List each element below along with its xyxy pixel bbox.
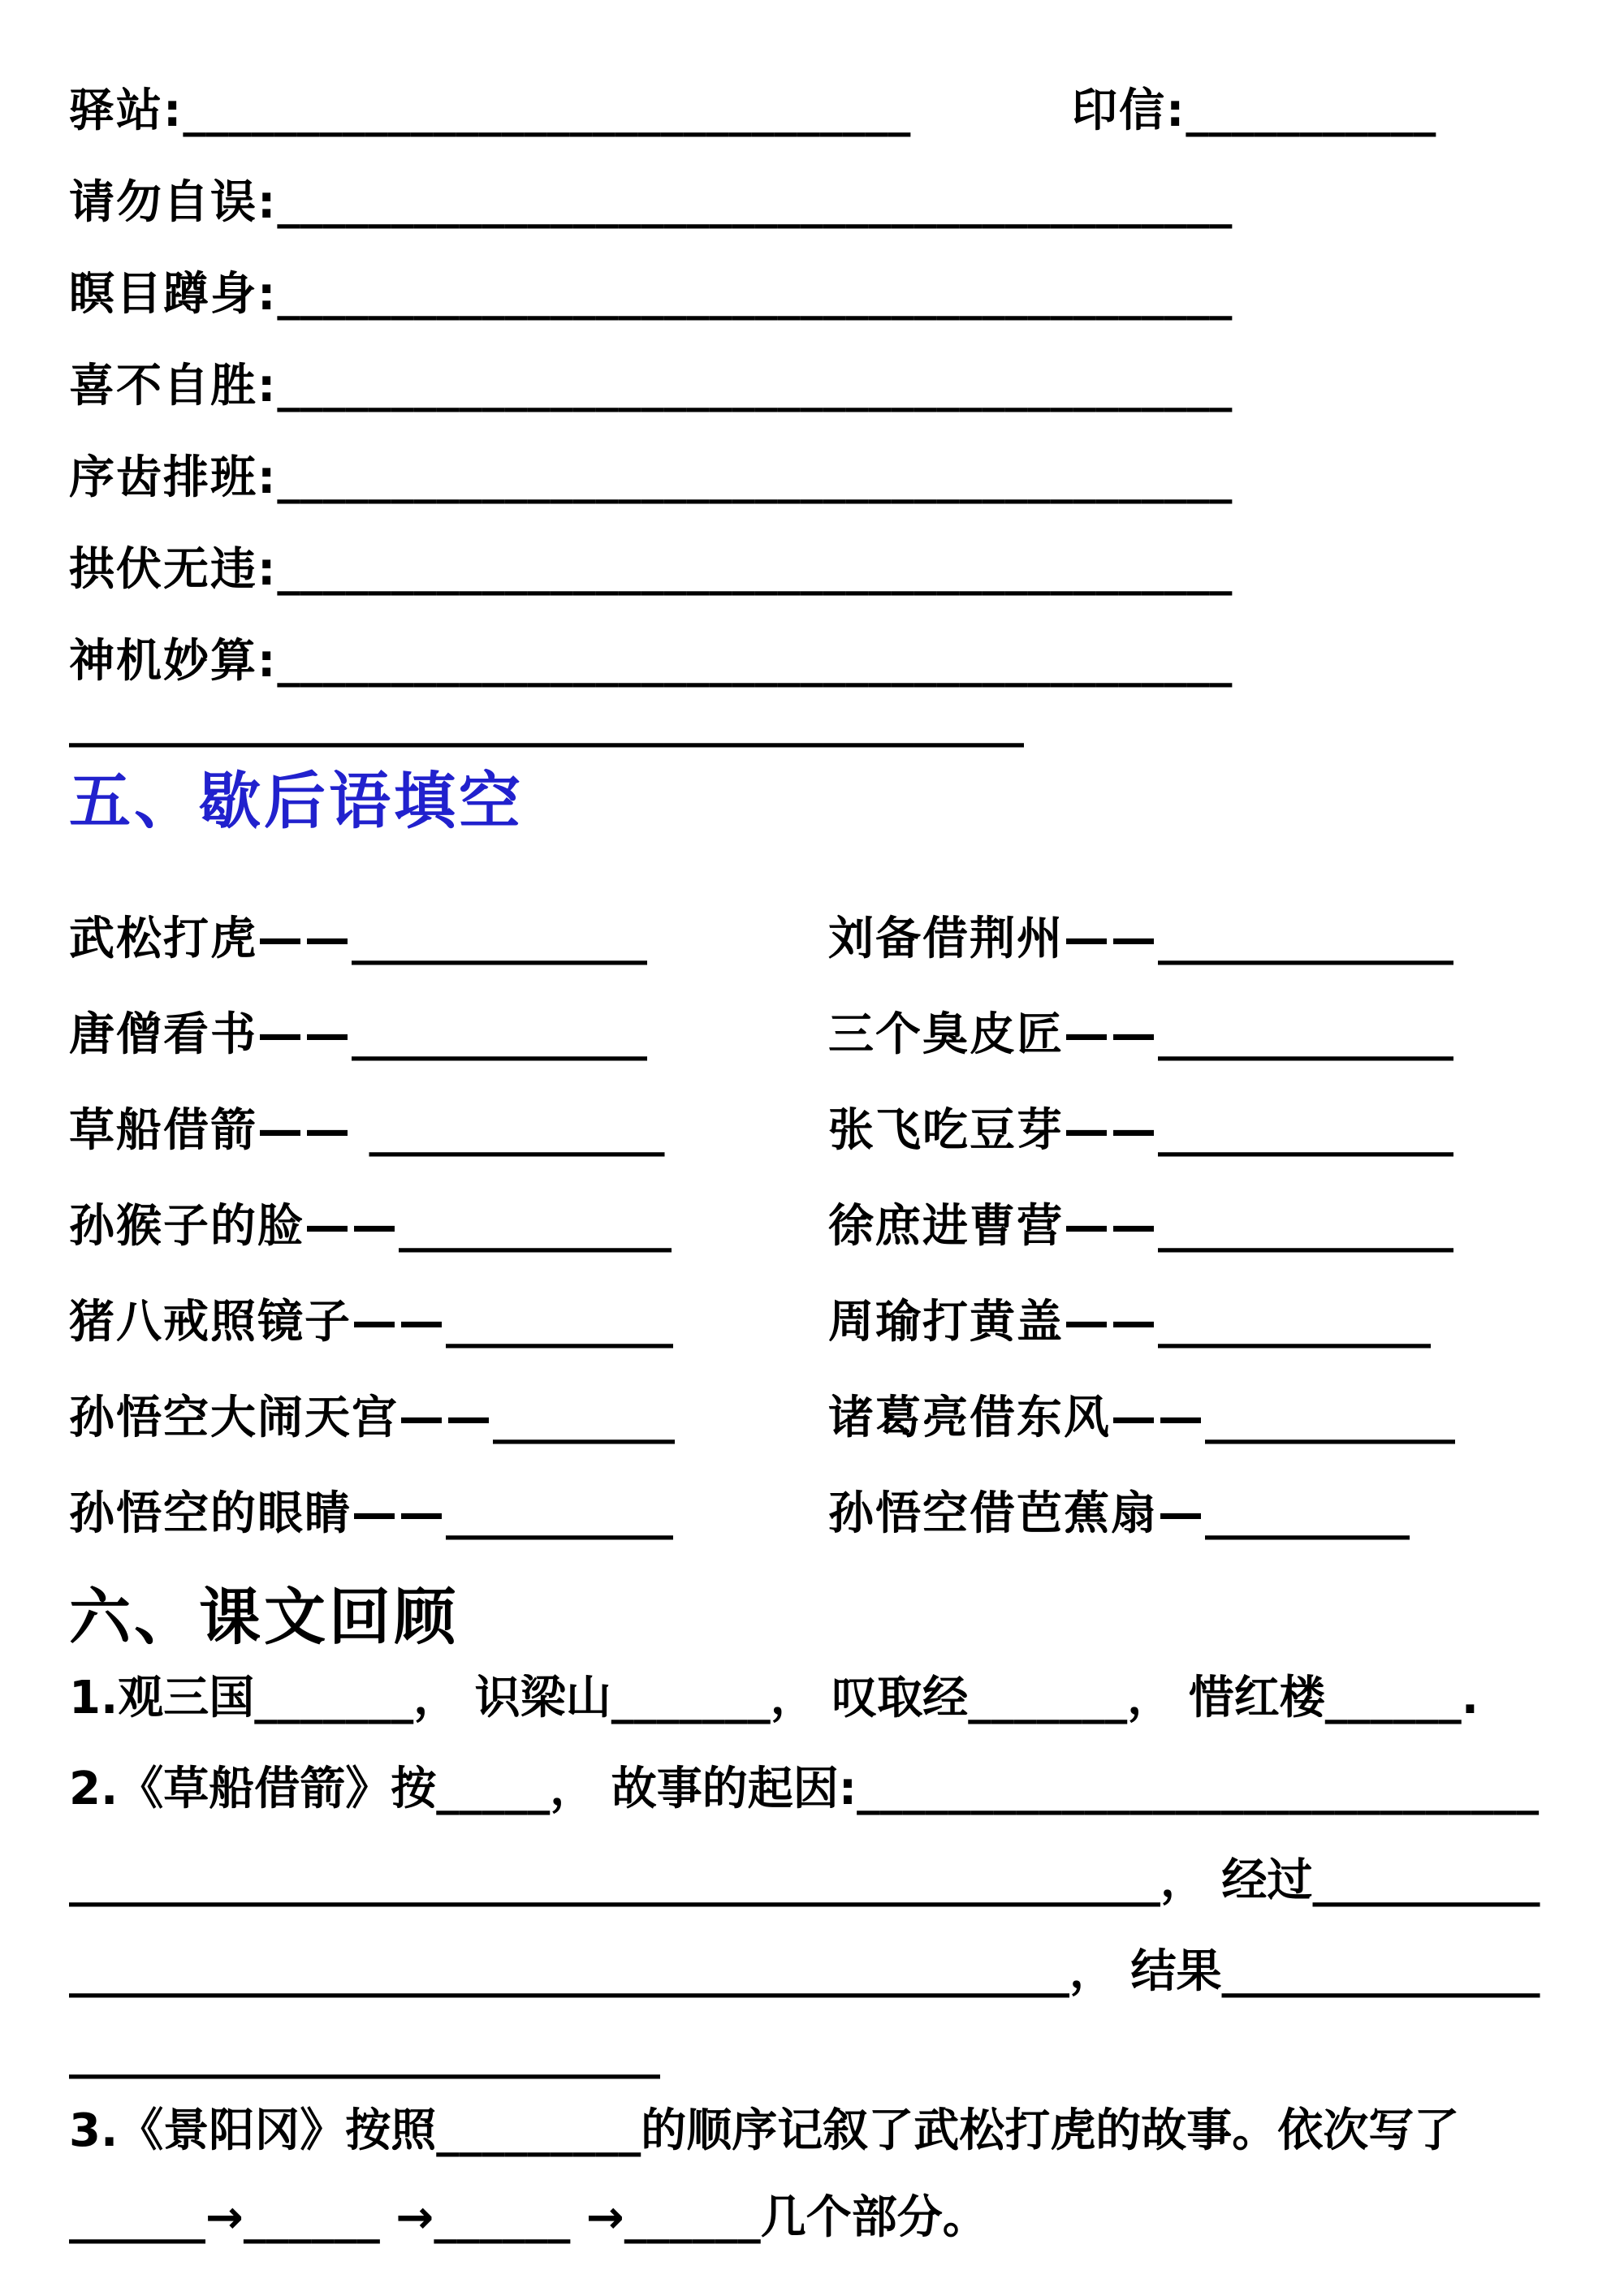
xiehouyu-item [69, 1388, 675, 1448]
fill-in-blank: _____________ [369, 1104, 665, 1157]
xiehouyu-item [828, 1293, 1431, 1353]
review-line-2: 2.《草船借箭》按_____， 故事的起因:______________________________ [69, 1763, 1540, 1815]
review-line-6: 3.《景阳冈》按照_________的顺序记叙了武松打虎的故事。依次写了 [69, 2104, 1460, 2157]
xiehouyu-lead: 张飞吃豆芽—— [828, 1104, 1158, 1157]
xiehouyu-lead: 刘备借荆州—— [828, 913, 1158, 965]
vocab-term-label: 拱伏无违: [69, 543, 278, 596]
xiehouyu-item [828, 1484, 1410, 1544]
fill-in-blank: __________ [446, 1296, 673, 1349]
xiehouyu-lead: 猪八戒照镜子—— [69, 1296, 446, 1349]
review-line-3: ________________________________________________， 经过__________ [69, 1854, 1540, 1907]
xiehouyu-lead: 唐僧看书—— [69, 1008, 352, 1061]
fill-in-blank: ___________ [1186, 84, 1436, 137]
fill-in-blank: __________________________________________ [277, 360, 1233, 412]
xiehouyu-lead: 周瑜打黄盖—— [828, 1296, 1158, 1349]
fill-in-blank: __________________________________________ [277, 635, 1233, 688]
vocab-row [69, 448, 1232, 508]
xiehouyu-lead: 三个臭皮匠—— [828, 1008, 1158, 1061]
xiehouyu-item [69, 1197, 672, 1257]
xiehouyu-lead: 诸葛亮借东风—— [828, 1392, 1205, 1444]
fill-in-blank: __________________________________________ [277, 268, 1233, 321]
xiehouyu-item [828, 1197, 1453, 1257]
review-line-5: __________________________ [69, 2026, 660, 2079]
vocab-row [69, 632, 1232, 692]
xiehouyu-item [69, 1101, 665, 1161]
section-heading-xiehouyu: 五、歇后语填空 [69, 765, 524, 837]
section-heading-review: 六、课文回顾 [69, 1581, 459, 1653]
vocab-row [69, 173, 1232, 233]
xiehouyu-item [69, 1293, 673, 1353]
vocab-row [69, 540, 1232, 600]
fill-in-blank: _____________ [352, 1008, 647, 1061]
xiehouyu-lead: 草船借箭—— [69, 1104, 369, 1157]
xiehouyu-lead: 徐庶进曹营—— [828, 1200, 1158, 1253]
fill-in-blank: __________________________________________ [69, 695, 1024, 748]
review-line-4: ____________________________________________， 结果______________ [69, 1945, 1540, 1998]
vocab-term-label: 驿站: [69, 84, 184, 137]
fill-in-blank: _____________ [1158, 913, 1453, 965]
vocab-term-label: 神机妙算: [69, 635, 278, 688]
fill-in-blank: ____________ [399, 1200, 672, 1253]
fill-in-blank: _____________ [352, 913, 647, 965]
xiehouyu-lead: 孙悟空大闹天宫—— [69, 1392, 493, 1444]
fill-in-blank: _________ [1205, 1487, 1410, 1540]
vocab-overflow-line [69, 692, 1024, 752]
xiehouyu-lead: 孙悟空借芭蕉扇— [828, 1487, 1205, 1540]
xiehouyu-lead: 孙猴子的脸—— [69, 1200, 399, 1253]
vocab-row [69, 356, 1232, 416]
fill-in-blank: ________ [493, 1392, 675, 1444]
vocab-term-label: 序齿排班: [69, 451, 278, 504]
vocab-term-label: 喜不自胜: [69, 360, 278, 412]
vocab-row-yinxin [1072, 81, 1436, 141]
fill-in-blank: __________________________________________ [277, 176, 1233, 229]
fill-in-blank: ____________ [1158, 1296, 1431, 1349]
vocab-term-label: 瞑目蹲身: [69, 268, 278, 321]
fill-in-blank: _____________ [1158, 1008, 1453, 1061]
xiehouyu-item [828, 909, 1453, 969]
fill-in-blank: __________ [446, 1487, 673, 1540]
fill-in-blank: __________________________________________ [277, 543, 1233, 596]
review-line-1: 1.观三国_______， 识梁山_______， 叹取经_______， 惜红楼______. [69, 1672, 1479, 1724]
fill-in-blank: __________________________________________ [277, 451, 1233, 504]
vocab-row-yizhan [69, 81, 910, 141]
review-line-7: ______→______ →______ →______几个部分。 [69, 2191, 988, 2244]
xiehouyu-item [828, 1005, 1453, 1065]
vocab-row [69, 265, 1232, 325]
fill-in-blank: _____________ [1158, 1200, 1453, 1253]
fill-in-blank: _____________ [1158, 1104, 1453, 1157]
xiehouyu-item [69, 1484, 673, 1544]
xiehouyu-item [828, 1388, 1455, 1448]
vocab-term-label: 请勿自误: [69, 176, 278, 229]
xiehouyu-item [69, 1005, 647, 1065]
xiehouyu-lead: 武松打虎—— [69, 913, 352, 965]
xiehouyu-item [828, 1101, 1453, 1161]
fill-in-blank: ___________ [1205, 1392, 1455, 1444]
vocab-term-label: 印信: [1072, 84, 1186, 137]
xiehouyu-lead: 孙悟空的眼睛—— [69, 1487, 446, 1540]
fill-in-blank: ________________________________ [183, 84, 911, 137]
xiehouyu-item [69, 909, 647, 969]
